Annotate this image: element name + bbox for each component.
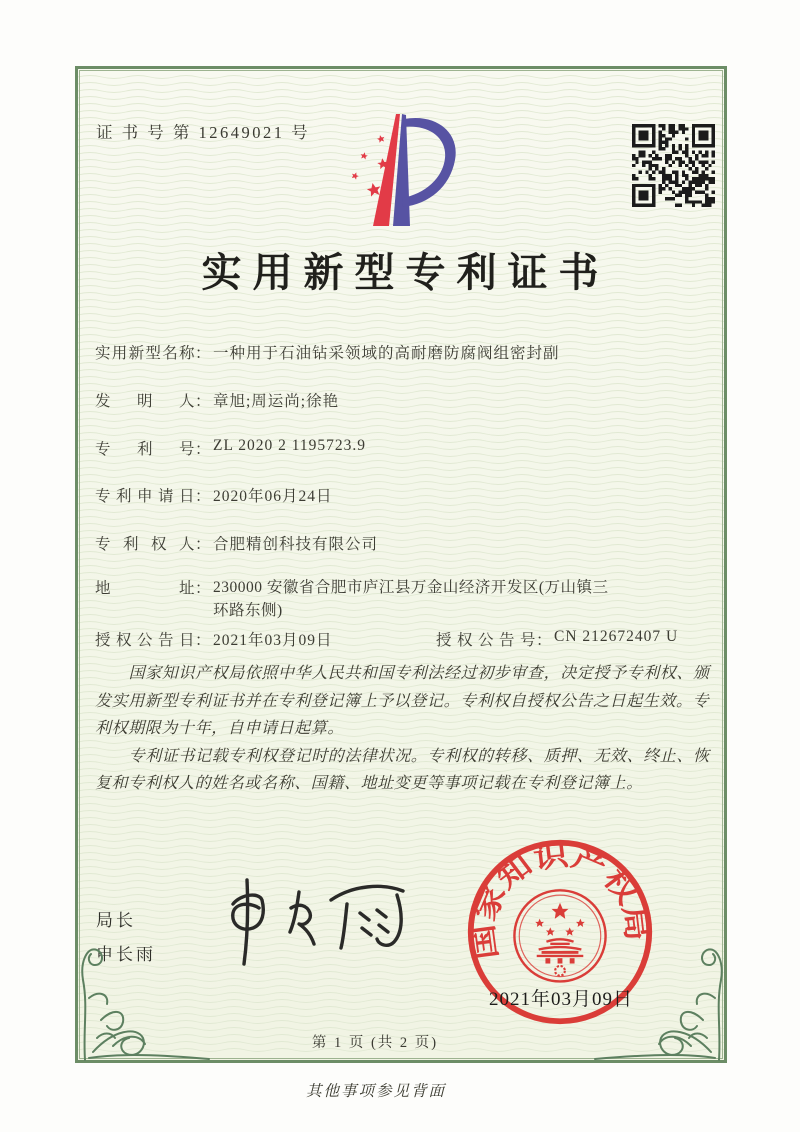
field-name: 实用新型名称： 一种用于石油钻采领域的高耐磨防腐阀组密封副 xyxy=(95,345,560,362)
field-grant-number: 授权公告号： CN 212672407 U xyxy=(436,628,679,649)
legal-paragraph-1: 国家知识产权局依照中华人民共和国专利法经过初步审查，决定授予专利权、颁发实用新型专利证书并在专利登记簿上予以登记。专利权自授权公告之日起生效。专利权期限为十年，自申请日起算。 xyxy=(95,665,710,737)
cnipa-logo-icon xyxy=(337,112,467,230)
back-note: 其他事项参见背面 xyxy=(305,1083,446,1100)
address-line-1: 230000 安徽省合肥市庐江县万金山经济开发区(万山镇三 xyxy=(213,579,609,596)
seal-date: 2021年03月09日 xyxy=(489,989,634,1010)
field-inventors: 发明人： 章旭;周运尚;徐艳 xyxy=(95,393,340,410)
qr-code xyxy=(632,124,715,207)
certificate-number: 证 书 号 第 12649021 号 xyxy=(96,123,311,142)
field-address: 地址： 230000 安徽省合肥市庐江县万金山经济开发区(万山镇三 环路东侧) xyxy=(95,579,609,619)
signer-title: 局长 xyxy=(96,911,136,930)
signer-name: 申长雨 xyxy=(96,945,156,964)
certificate-title: 实用新型专利证书 xyxy=(201,250,610,295)
page-number: 第 1 页 (共 2 页) xyxy=(311,1035,439,1051)
address-line-2: 环路东侧) xyxy=(213,602,283,619)
field-grant: 授权公告日： 2021年03月09日 授权公告号： CN 212672407 U xyxy=(95,628,679,649)
legal-text xyxy=(95,660,715,798)
field-filing-date: 专利申请日： 2020年06月24日 xyxy=(95,488,333,505)
seal-text: 国家知识产权局 xyxy=(468,840,652,962)
corner-flourish-icon xyxy=(79,934,211,1062)
handwritten-signature xyxy=(213,872,418,977)
field-patentee: 专利权人： 合肥精创科技有限公司 xyxy=(95,536,379,553)
legal-paragraph-2: 专利证书记载专利权登记时的法律状况。专利权的转移、质押、无效、终止、恢复和专利权人的姓名或名称、国籍、地址变更等事项记载在专利登记簿上。 xyxy=(95,747,710,792)
national-emblem-icon xyxy=(514,890,605,981)
field-patent-number: 专利号： ZL 2020 2 1195723.9 xyxy=(95,437,367,458)
